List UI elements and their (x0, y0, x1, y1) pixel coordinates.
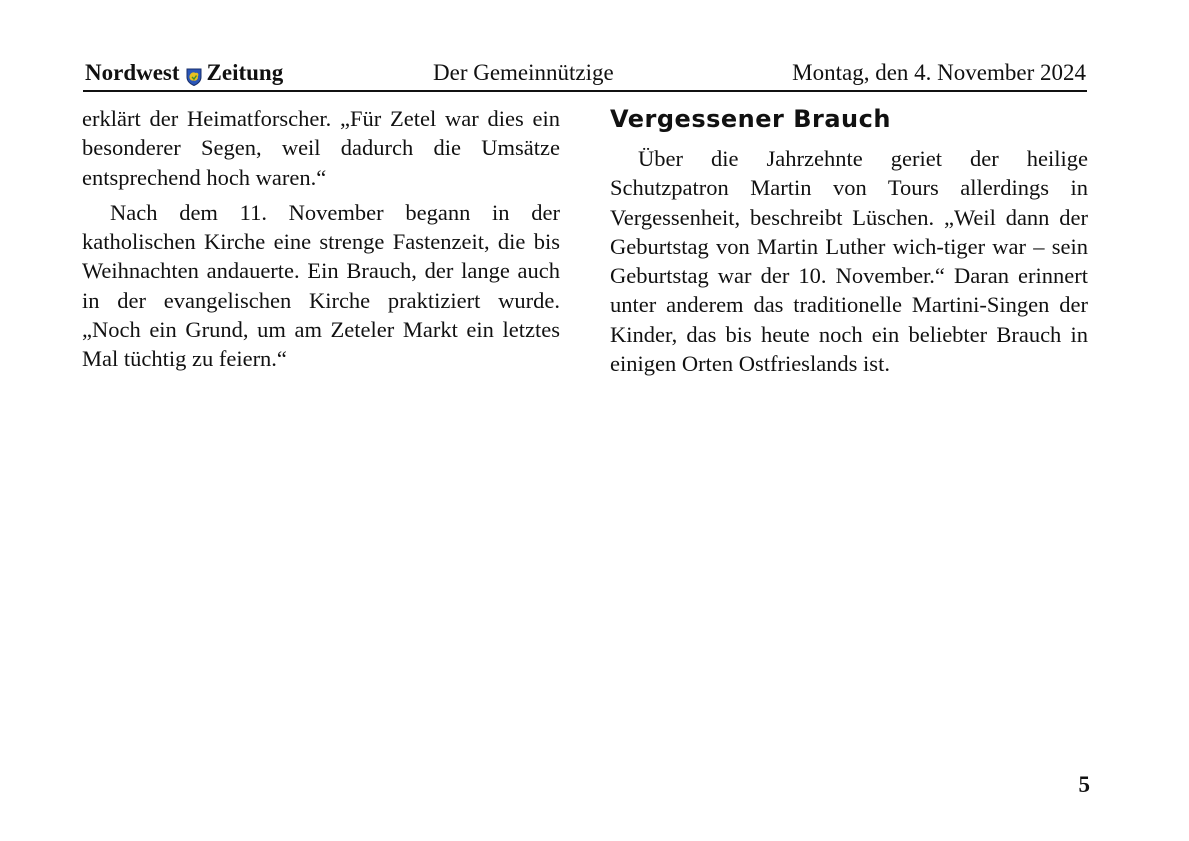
coat-of-arms-icon (186, 64, 202, 82)
right-column (610, 104, 1088, 378)
masthead-right: Zeitung (206, 60, 284, 85)
header-divider (83, 90, 1087, 92)
section-heading: Vergessener Brauch (610, 105, 891, 133)
left-column (82, 104, 560, 374)
supplement-title: Der Gemeinnützige (433, 60, 614, 85)
masthead-left: Nordwest (85, 60, 180, 85)
newspaper-masthead (85, 58, 283, 88)
page-number: 5 (1078, 772, 1090, 797)
page-header (85, 58, 1086, 88)
left-paragraph-2: Nach dem 11. November begann in der katholischen Kirche eine strenge Fastenzeit, die bis Weihnachten andauerte. Ein Brauch, der lange auch in der evangelischen Kirche praktiziert wurde. „Noch ein Grund, um am Zeteler Markt ein letztes Mal tüchtig zu feiern.“ (82, 199, 560, 372)
left-paragraph-1: erklärt der Heimatforscher. „Für Zetel war dies ein besonderer Segen, weil dadurch die Umsätze entsprechend hoch waren.“ (82, 106, 560, 190)
right-paragraph-1: Über die Jahrzehnte geriet der heilige Schutzpatron Martin von Tours allerdings in Vergessenheit, beschreibt Lüschen. „Weil dann der Geburtstag von Martin Luther wich-tiger war – sein Geburtstag war der 10. November.“ Daran erinnert unter anderem das traditionelle Martini-Singen der Kinder, das bis heute noch ein beliebter Brauch in einigen Orten Ostfrieslands ist. (610, 146, 1088, 377)
issue-date: Montag, den 4. November 2024 (792, 60, 1086, 85)
